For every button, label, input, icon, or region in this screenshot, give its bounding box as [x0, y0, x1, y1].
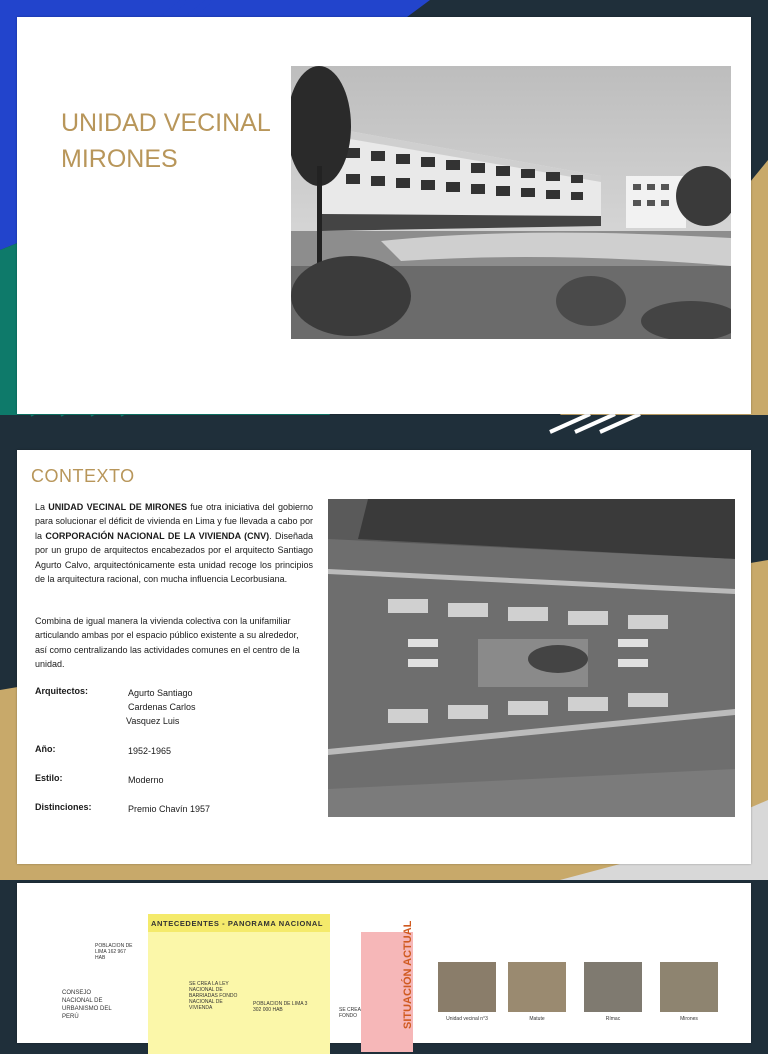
style-value: Moderno: [128, 775, 164, 785]
slide-title: [17, 17, 751, 414]
intro-bold-1: UNIDAD VECINAL DE MIRONES: [48, 502, 187, 512]
intro-text-2: fue otra iniciativa del gobierno para solucionar el déficit de vivienda en Lima y fue llevada a cabo por la: [35, 502, 313, 541]
section-heading: CONTEXTO: [31, 466, 135, 486]
style-label: Estilo:: [35, 773, 63, 783]
timeline-title: ANTECEDENTES - PANORAMA NACIONAL: [151, 919, 324, 928]
population-note-2: POBLACION DE LIMA 3 302 000 HAB: [253, 1001, 308, 1013]
consejo-note: CONSEJO NACIONAL DE URBANISMO DEL PERÚ: [62, 990, 112, 1020]
second-paragraph: Combina de igual manera la vivienda colectiva con la unifamiliar articulando ambas por el espacio público existente a su alrededor, así como centralizando las actividades comunes en el centro de la unidad.: [35, 616, 300, 670]
thumb-image-3: [584, 962, 642, 1012]
year-label: Año:: [35, 744, 56, 754]
architects-label: Arquitectos:: [35, 686, 89, 696]
page-title: UNIDAD VECINAL MIRONES: [61, 109, 270, 173]
thumb-label-4: Mirones: [680, 1016, 698, 1022]
intro-bold-2: CORPORACIÓN NACIONAL DE LA VIVIENDA (CNV): [45, 530, 270, 541]
distinctions-label: Distinciones:: [35, 802, 92, 812]
distinctions-value: Premio Chavín 1957: [128, 804, 211, 814]
fondo-note: SE CREA FONDO: [339, 1007, 361, 1019]
architect-3: Vasquez Luis: [126, 716, 180, 726]
aerial-photo: [328, 499, 735, 817]
thumb-label-2: Matute: [529, 1016, 545, 1022]
situacion-label: SITUACIÓN ACTUAL: [402, 920, 414, 1029]
thumb-label-3: Rímac: [605, 1016, 621, 1022]
thumb-image-2: [508, 962, 566, 1012]
slide-timeline: [17, 883, 751, 1043]
population-note-1: POBLACION DE LIMA 162 967 HAB: [95, 943, 133, 961]
intro-text-1: La: [35, 502, 49, 512]
slide-context: [17, 450, 751, 864]
intro-paragraph: [35, 500, 313, 586]
architect-1: Agurto Santiago: [128, 688, 193, 698]
year-value: 1952-1965: [128, 746, 172, 756]
barriadas-note: SE CREA LA LEY NACIONAL DE BARRIADAS FONDO NACIONAL DE VIVIENDA: [189, 981, 238, 1011]
architect-2: Cardenas Carlos: [128, 702, 196, 712]
thumb-label-1: Unidad vecinal n°3: [446, 1016, 488, 1022]
building-photo: [291, 66, 731, 339]
thumb-image-4: [660, 962, 718, 1012]
intro-text-3: . Diseñada por un grupo de arquitectos encabezados por el arquitecto Santiago Agurto Calvo, arquitectónicamente esta unidad recoge los principios de la arquitectura racional, con mucha influencia Lecorbusiana.: [35, 530, 313, 585]
thumb-image-1: [438, 962, 496, 1012]
